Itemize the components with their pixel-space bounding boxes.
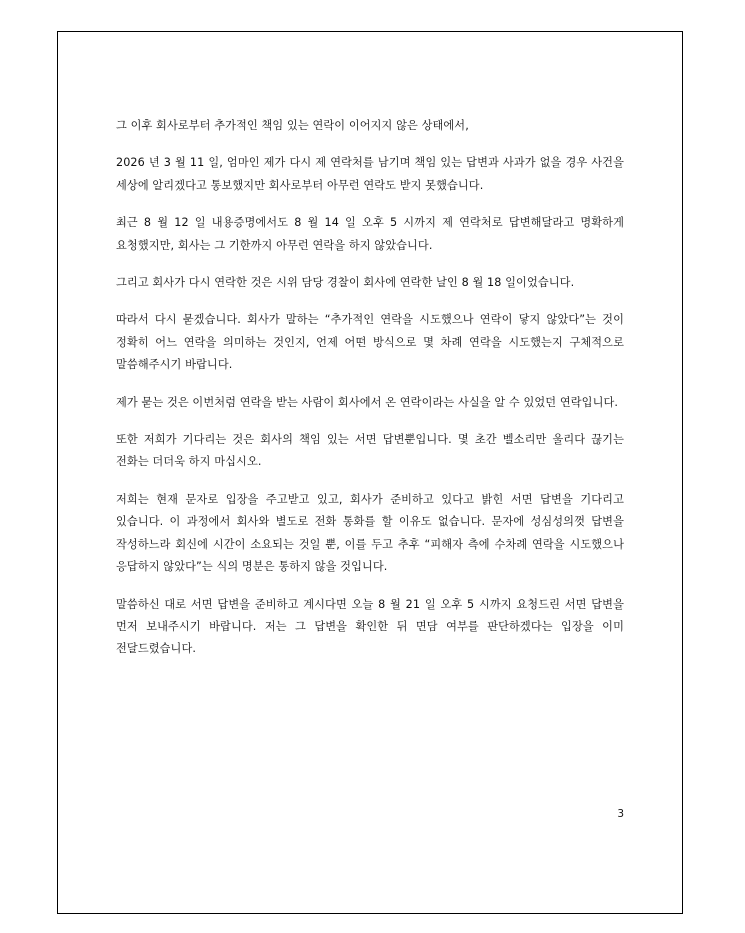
paragraph-8: 저희는 현재 문자로 입장을 주고받고 있고, 회사가 준비하고 있다고 밝힌 서면 답변을 기다리고 있습니다. 이 과정에서 회사와 별도로 전화 통화를 할 이유도 없습니다. 문자에 성심성의껏 답변을 작성하느라 회신에 시간이 소요되는 것일 뿐, 이를 두고 추후 “피해자 측에 수차례 연락을 시도했으나 응답하지 않았다”는 식의 명분은 통하지 않을 것입니다. — [116, 492, 624, 574]
paragraph-1: 그 이후 회사로부터 추가적인 책임 있는 연락이 이어지지 않은 상태에서, — [116, 119, 469, 132]
paragraph-7: 또한 저희가 기다리는 것은 회사의 책임 있는 서면 답변뿐입니다. 몇 초간 벨소리만 울리다 끊기는 전화는 더더욱 하지 마십시오. — [116, 433, 624, 469]
paragraph-9: 말씀하신 대로 서면 답변을 준비하고 계시다면 오늘 8 월 21 일 오후 5 시까지 요청드린 서면 답변을 먼저 보내주시기 바랍니다. 저는 그 답변을 확인한 뒤 면담 여부를 판단하겠다는 입장을 이미 전달드렸습니다. — [116, 597, 624, 656]
paragraph-5: 따라서 다시 묻겠습니다. 회사가 말하는 “추가적인 연락을 시도했으나 연락이 닿지 않았다”는 것이 정확히 어느 연락을 의미하는 것인지, 언제 어떤 방식으로 몇 차례 연락을 시도했는지 구체적으로 말씀해주시기 바랍니다. — [116, 313, 624, 372]
paragraph-2: 2026 년 3 월 11 일, 엄마인 제가 다시 제 연락처를 남기며 책임 있는 답변과 사과가 없을 경우 사건을 세상에 알리겠다고 통보했지만 회사로부터 아무런 연락도 받지 못했습니다. — [116, 156, 624, 192]
paragraph-4: 그리고 회사가 다시 연락한 것은 시위 담당 경찰이 회사에 연락한 날인 8 월 18 일이었습니다. — [116, 276, 575, 290]
page-number: 3 — [617, 808, 624, 820]
document-body — [116, 115, 624, 676]
paragraph-3: 최근 8 월 12 일 내용증명에서도 8 월 14 일 오후 5 시까지 제 연락처로 답변해달라고 명확하게 요청했지만, 회사는 그 기한까지 아무런 연락을 하지 않았습니다. — [116, 216, 624, 252]
paragraph-6: 제가 묻는 것은 이번처럼 연락을 받는 사람이 회사에서 온 연락이라는 사실을 알 수 있었던 연락입니다. — [116, 395, 619, 409]
document-page — [57, 31, 683, 914]
